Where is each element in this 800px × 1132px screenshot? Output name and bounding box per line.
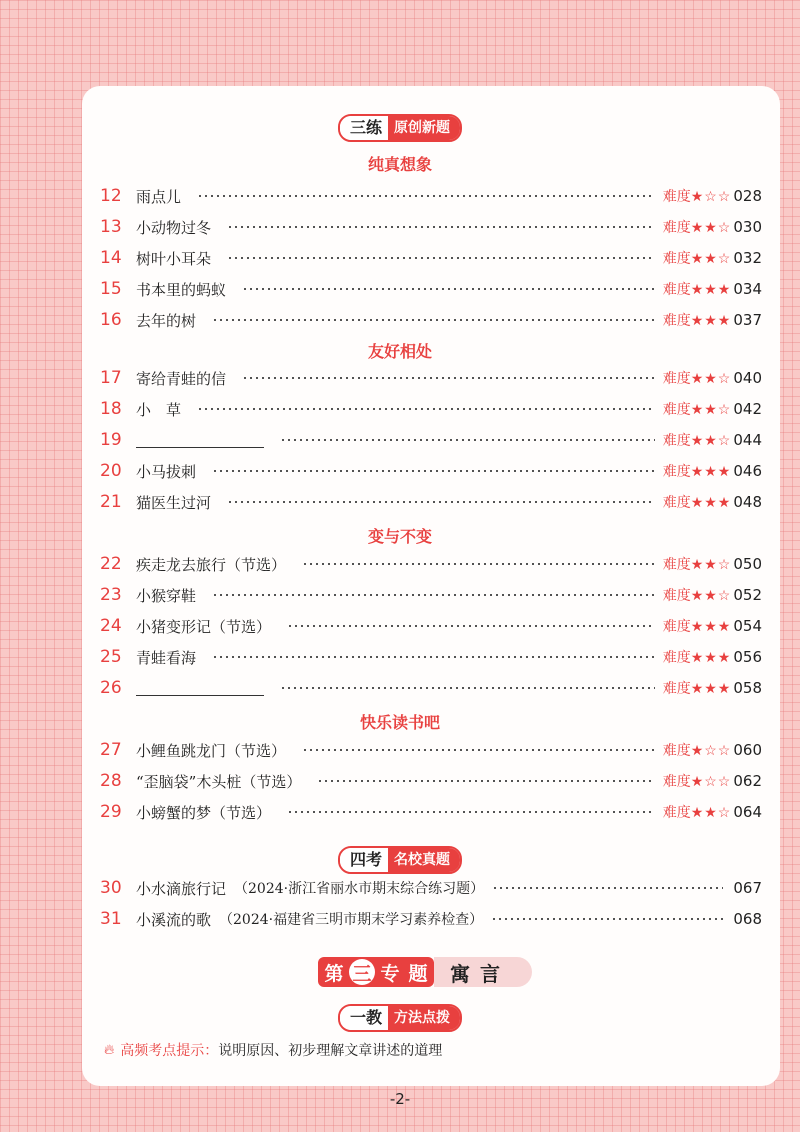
star-rating-icon: ★★★ xyxy=(690,495,732,511)
toc-entry[interactable] xyxy=(100,644,762,670)
star-rating-icon: ★★☆ xyxy=(690,588,732,604)
entry-page: 037 xyxy=(733,311,762,329)
group-heading: 变与不变 xyxy=(367,527,432,546)
difficulty xyxy=(663,802,732,822)
entry-page: 050 xyxy=(733,555,762,573)
difficulty xyxy=(663,585,732,605)
difficulty xyxy=(663,217,732,237)
entry-page: 052 xyxy=(733,586,762,604)
toc-entry[interactable] xyxy=(100,799,762,825)
difficulty-label: 难度 xyxy=(662,251,691,267)
entry-number: 16 xyxy=(100,310,122,330)
leader-dots xyxy=(317,780,654,782)
entry-page: 067 xyxy=(733,879,762,897)
star-rating-icon: ★★★ xyxy=(690,282,732,298)
entry-number: 21 xyxy=(100,492,122,512)
difficulty xyxy=(663,310,732,330)
key-point-tip xyxy=(104,1040,442,1060)
leader-dots xyxy=(492,887,723,889)
toc-entry[interactable] xyxy=(100,613,762,639)
difficulty-label: 难度 xyxy=(662,743,691,759)
difficulty-label: 难度 xyxy=(662,774,691,790)
star-rating-icon: ★★☆ xyxy=(690,251,732,267)
star-rating-icon: ★☆☆ xyxy=(690,774,732,790)
difficulty-label: 难度 xyxy=(662,650,691,666)
entry-title: 寄给青蛙的信 xyxy=(136,369,227,388)
topic-char: 第 xyxy=(324,962,344,985)
difficulty-label: 难度 xyxy=(662,681,691,697)
entry-number: 19 xyxy=(100,430,122,450)
badge-text: 名校真题 xyxy=(388,848,460,872)
toc-entry[interactable] xyxy=(100,675,762,701)
entry-number: 29 xyxy=(100,802,122,822)
entry-source: （2024·福建省三明市期末学习素养检查） xyxy=(219,912,484,928)
leader-dots xyxy=(197,195,655,197)
group-heading: 快乐读书吧 xyxy=(359,713,440,732)
entry-page: 032 xyxy=(733,249,762,267)
difficulty xyxy=(663,461,732,481)
entry-number: 22 xyxy=(100,554,122,574)
entry-number: 13 xyxy=(100,217,122,237)
difficulty xyxy=(663,248,732,268)
difficulty-label: 难度 xyxy=(662,189,691,205)
leader-dots xyxy=(280,439,655,441)
entry-title: 小动物过冬 xyxy=(136,218,212,237)
entry-page: 034 xyxy=(733,280,762,298)
toc-entry-exam-31[interactable] xyxy=(100,906,762,932)
leader-dots xyxy=(287,811,655,813)
tip-label: 高频考点提示： xyxy=(120,1043,219,1059)
star-rating-icon: ★★★ xyxy=(690,464,732,480)
difficulty xyxy=(663,616,732,636)
difficulty xyxy=(663,492,732,512)
topic-banner xyxy=(318,956,540,988)
star-rating-icon: ★★☆ xyxy=(690,220,732,236)
entry-title: 书本里的蚂蚁 xyxy=(136,280,227,299)
toc-entry[interactable] xyxy=(100,396,762,422)
leader-dots xyxy=(212,656,655,658)
entry-title: 小猴穿鞋 xyxy=(136,586,197,605)
difficulty-label: 难度 xyxy=(662,313,691,329)
entry-page: 056 xyxy=(733,648,762,666)
flame-icon: 🔥︎ xyxy=(104,1042,115,1058)
entry-page: 044 xyxy=(733,431,762,449)
entry-number: 18 xyxy=(100,399,122,419)
toc-entry[interactable] xyxy=(100,489,762,515)
toc-entry[interactable] xyxy=(100,582,762,608)
toc-entry-exam-30[interactable] xyxy=(100,875,762,901)
entry-title: 雨点儿 xyxy=(136,187,182,206)
entry-number: 26 xyxy=(100,678,122,698)
leader-dots xyxy=(227,226,655,228)
star-rating-icon: ★★★ xyxy=(690,619,732,635)
section-badge-practice xyxy=(338,114,462,142)
difficulty xyxy=(663,678,732,698)
star-rating-icon: ★★★ xyxy=(690,681,732,697)
badge-text: 原创新题 xyxy=(388,116,460,140)
toc-entry[interactable] xyxy=(100,365,762,391)
toc-entry[interactable] xyxy=(100,245,762,271)
leader-dots xyxy=(287,625,655,627)
entry-number: 30 xyxy=(100,878,122,898)
star-rating-icon: ★★☆ xyxy=(690,433,732,449)
star-rating-icon: ★★☆ xyxy=(690,557,732,573)
topic-name: 寓言 xyxy=(434,957,532,987)
toc-entry[interactable] xyxy=(100,737,762,763)
difficulty-label: 难度 xyxy=(662,805,691,821)
entry-title: 小 草 xyxy=(136,400,182,419)
entry-blank-line xyxy=(136,681,264,696)
difficulty-label: 难度 xyxy=(662,282,691,298)
entry-source: （2024·浙江省丽水市期末综合练习题） xyxy=(234,881,485,897)
star-rating-icon: ★★★ xyxy=(690,313,732,329)
difficulty-label: 难度 xyxy=(662,495,691,511)
entry-number: 14 xyxy=(100,248,122,268)
entry-title: 疾走龙去旅行（节选） xyxy=(136,555,287,574)
leader-dots xyxy=(227,257,655,259)
entry-number: 31 xyxy=(100,909,122,929)
entry-number: 12 xyxy=(100,186,122,206)
leader-dots xyxy=(242,377,655,379)
difficulty xyxy=(663,279,732,299)
topic-char: 专 xyxy=(380,962,400,985)
difficulty-label: 难度 xyxy=(662,619,691,635)
toc-entry[interactable] xyxy=(100,768,762,794)
star-rating-icon: ★☆☆ xyxy=(690,743,732,759)
leader-dots xyxy=(302,563,655,565)
entry-page: 046 xyxy=(733,462,762,480)
entry-page: 030 xyxy=(733,218,762,236)
entry-page: 064 xyxy=(733,803,762,821)
entry-number: 23 xyxy=(100,585,122,605)
leader-dots xyxy=(212,319,655,321)
star-rating-icon: ★★☆ xyxy=(690,371,732,387)
topic-label xyxy=(318,957,434,987)
section-badge-exam xyxy=(338,846,462,874)
entry-page: 048 xyxy=(733,493,762,511)
entry-page: 060 xyxy=(733,741,762,759)
badge-number: 三练 xyxy=(340,116,388,140)
entry-number: 17 xyxy=(100,368,122,388)
toc-entry[interactable] xyxy=(100,307,762,333)
entry-title: 小水滴旅行记 xyxy=(136,879,227,898)
entry-title: 小螃蟹的梦（节选） xyxy=(136,803,272,822)
tip-text: 说明原因、初步理解文章讲述的道理 xyxy=(218,1043,443,1059)
entry-title: 猫医生过河 xyxy=(136,493,212,512)
difficulty-label: 难度 xyxy=(662,433,691,449)
badge-number: 一教 xyxy=(340,1006,388,1030)
toc-entry[interactable] xyxy=(100,214,762,240)
toc-entry[interactable] xyxy=(100,427,762,453)
entry-page: 068 xyxy=(733,910,762,928)
leader-dots xyxy=(212,470,655,472)
leader-dots xyxy=(242,288,655,290)
difficulty xyxy=(663,430,732,450)
difficulty-label: 难度 xyxy=(662,402,691,418)
difficulty xyxy=(663,186,732,206)
topic-char: 三 xyxy=(349,959,375,985)
entry-number: 27 xyxy=(100,740,122,760)
entry-title: 小猪变形记（节选） xyxy=(136,617,272,636)
leader-dots xyxy=(212,594,655,596)
toc-entry[interactable] xyxy=(100,458,762,484)
group-heading: 纯真想象 xyxy=(367,155,432,174)
entry-title: 小溪流的歌 xyxy=(136,910,212,929)
star-rating-icon: ★★★ xyxy=(690,650,732,666)
entry-number: 25 xyxy=(100,647,122,667)
difficulty xyxy=(663,740,732,760)
entry-title: 小马拔刺 xyxy=(136,462,197,481)
toc-entry[interactable] xyxy=(100,551,762,577)
difficulty-label: 难度 xyxy=(662,220,691,236)
entry-title: 青蛙看海 xyxy=(136,648,197,667)
entry-page: 058 xyxy=(733,679,762,697)
entry-blank-line xyxy=(136,433,264,448)
star-rating-icon: ★★☆ xyxy=(690,402,732,418)
entry-title: 小鲤鱼跳龙门（节选） xyxy=(136,741,287,760)
entry-number: 24 xyxy=(100,616,122,636)
badge-number: 四考 xyxy=(340,848,388,872)
difficulty-label: 难度 xyxy=(662,464,691,480)
entry-page: 042 xyxy=(733,400,762,418)
entry-number: 15 xyxy=(100,279,122,299)
difficulty-label: 难度 xyxy=(662,371,691,387)
group-heading: 友好相处 xyxy=(367,342,432,361)
entry-title: “歪脑袋”木头桩（节选） xyxy=(136,772,302,791)
leader-dots xyxy=(197,408,655,410)
leader-dots xyxy=(302,749,655,751)
entry-page: 028 xyxy=(733,187,762,205)
difficulty xyxy=(663,554,732,574)
entry-page: 054 xyxy=(733,617,762,635)
leader-dots xyxy=(227,501,655,503)
entry-page: 040 xyxy=(733,369,762,387)
entry-title: 去年的树 xyxy=(136,311,197,330)
leader-dots xyxy=(280,687,655,689)
star-rating-icon: ★☆☆ xyxy=(690,189,732,205)
topic-char: 题 xyxy=(408,962,428,985)
entry-number: 28 xyxy=(100,771,122,791)
difficulty xyxy=(663,647,732,667)
entry-number: 20 xyxy=(100,461,122,481)
page-number: -2- xyxy=(389,1090,411,1108)
difficulty xyxy=(663,368,732,388)
leader-dots xyxy=(491,918,723,920)
badge-text: 方法点拨 xyxy=(388,1006,460,1030)
difficulty xyxy=(663,771,732,791)
star-rating-icon: ★★☆ xyxy=(690,805,732,821)
difficulty-label: 难度 xyxy=(662,557,691,573)
difficulty xyxy=(663,399,732,419)
toc-entry[interactable] xyxy=(100,183,762,209)
toc-entry[interactable] xyxy=(100,276,762,302)
difficulty-label: 难度 xyxy=(662,588,691,604)
section-badge-method xyxy=(338,1004,462,1032)
entry-title: 树叶小耳朵 xyxy=(136,249,212,268)
entry-page: 062 xyxy=(733,772,762,790)
